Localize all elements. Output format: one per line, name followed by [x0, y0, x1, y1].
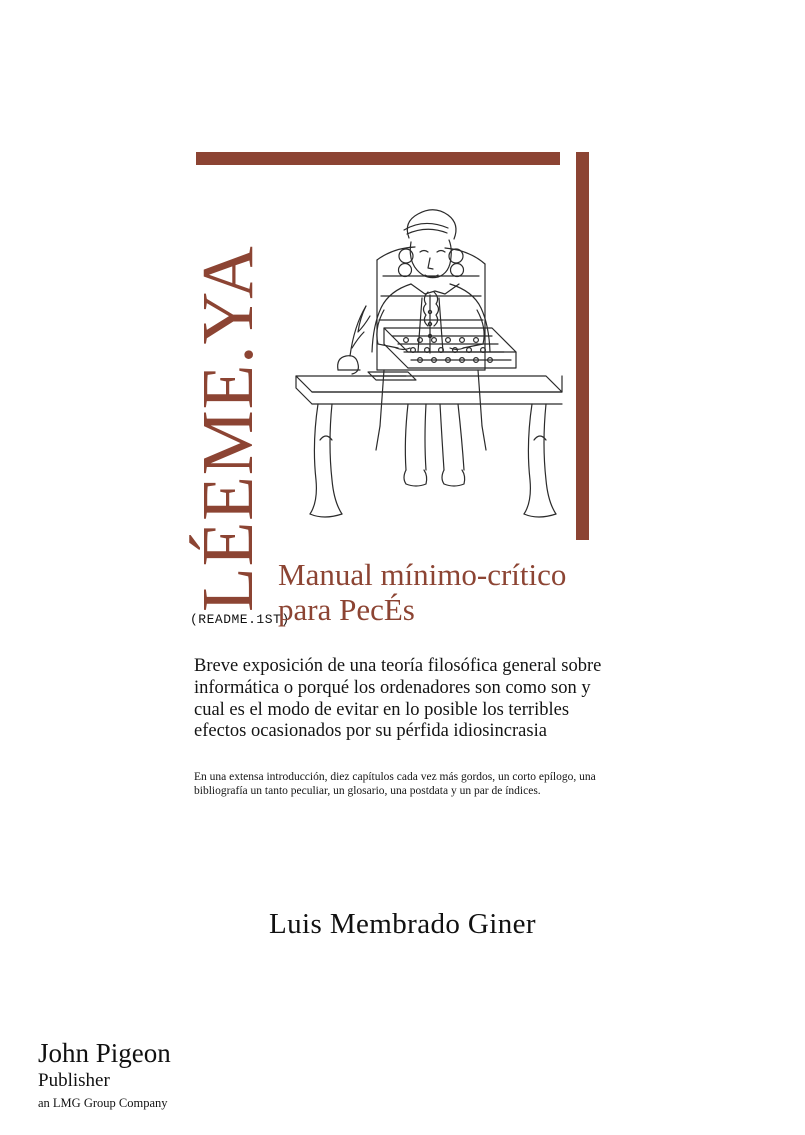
cover-contents-note: En una extensa introducción, diez capítulos cada vez más gordos, un corto epílogo, una bibliografía un tanto peculiar, un glosario, una postdata y un par de índices. [194, 771, 596, 798]
desk-and-table [296, 376, 562, 517]
cover-blurb: Breve exposición de una teoría filosófica general sobre informática o porqué los ordenadores son como son y cual es el modo de evitar en lo posible los terribles efectos ocasionados por su pérfida idiosincrasia [194, 656, 602, 742]
readme-filename-tag: (README.1ST) [190, 612, 290, 627]
figure-legs-and-shoes [404, 404, 465, 486]
author-name: Luis Membrado Giner [269, 908, 536, 940]
publisher-role: Publisher [38, 1070, 110, 1091]
vertical-title-container [178, 160, 268, 630]
cover-subtitle-line1: Manual mínimo-crítico [278, 557, 567, 592]
publisher-block [38, 1040, 338, 1111]
cover-illustration [280, 200, 580, 530]
publisher-name: John Pigeon [38, 1038, 171, 1068]
figure-head-and-wig [399, 210, 464, 278]
cover-main-title: LÉEME.YA [187, 245, 268, 612]
cover-subtitle-line2: para PecÉs [278, 591, 415, 627]
cover-subtitle [278, 558, 698, 627]
publisher-group: an LMG Group Company [38, 1095, 168, 1110]
figure-torso-and-coat [372, 284, 490, 353]
quill-and-inkwell [338, 306, 370, 374]
